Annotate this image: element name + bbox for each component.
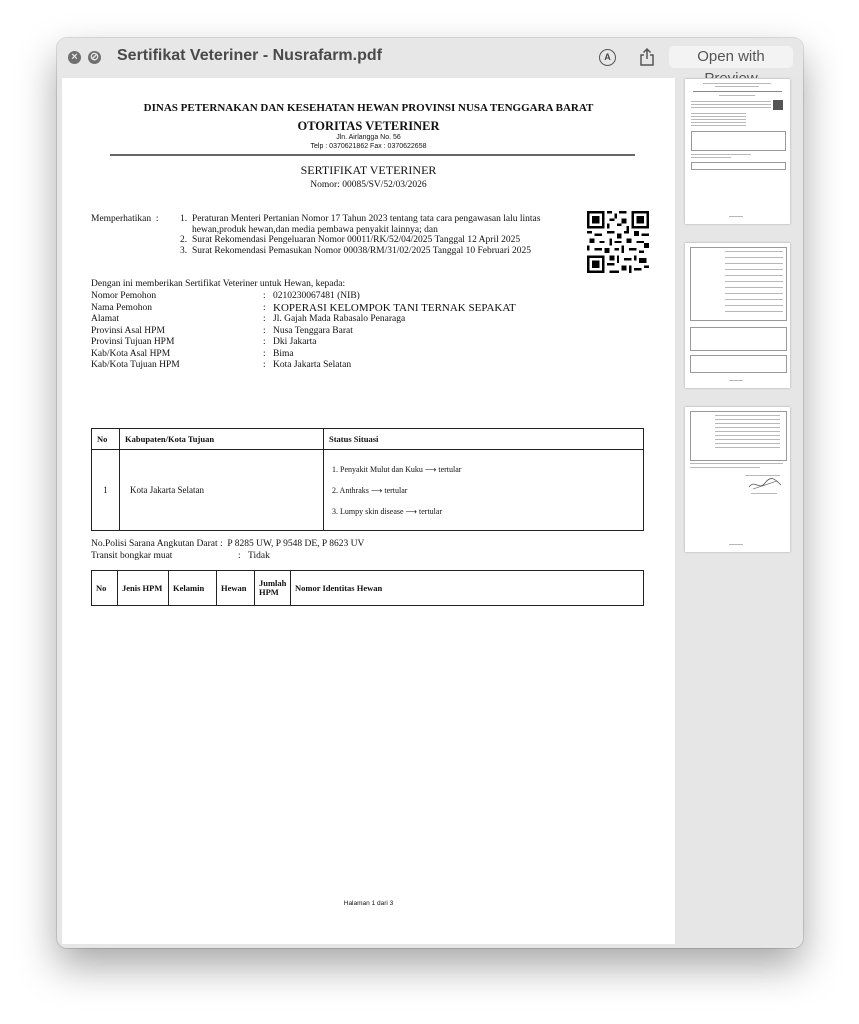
table-cell: 1 (92, 450, 120, 531)
destination-status-table (91, 428, 644, 531)
list-item: 2. Surat Rekomendasi Pengeluaran Nomor 00011/RK/52/04/2025 Tanggal 12 April 2025 (180, 235, 521, 245)
table-header: Hewan (217, 571, 255, 606)
page-footer: Halaman 1 dari 3 (343, 900, 394, 907)
status-cell (324, 450, 644, 531)
certificate-title: SERTIFIKAT VETERINER (300, 163, 437, 177)
table-header: Nomor Identitas Hewan (291, 571, 644, 606)
minimize-icon[interactable]: ⊘ (89, 51, 100, 63)
signature-icon (747, 477, 783, 491)
header-address: Jln. Airlangga No. 56 (336, 134, 401, 141)
table-header: Jenis HPM (118, 571, 169, 606)
table-header: No (92, 571, 118, 606)
status-item: 3. Lumpy skin disease ⟶ tertular (332, 506, 443, 516)
intro-text: Dengan ini memberikan Sertifikat Veteriner untuk Hewan, kepada: (91, 279, 346, 289)
pdf-page: DINAS PETERNAKAN DAN KESEHATAN HEWAN PROVINSI NUSA TENGGARA BARAT OTORITAS VETERINER Jln. Airlangga No. 56 Telp : 0370621862 Fax : 0370622658 SERTIFIKAT VETERINER Nomor: 00085/SV/52/03/2026 Memperhatikan : 1. Peraturan Menteri Pertanian Nomor 17 Tahun 2023 tentang tata cara pengawasan lalu lintas hewan,produk hewan,dan media pembawa penyakit lainnya; dan 2. Surat Rekomendasi Pengeluaran Nomor 00011/RK/52/04/2025 Tanggal 12 April 2025 3. Surat Rekomendasi Pemasukan Nomor 00038/RM/31/02/2025 Tanggal 10 Februari 2025 Dengan ini memberikan Sertifikat Veteriner untuk Hewan, kepada: Nomor Pemohon : 0210230067481 (NIB) Nama Pemohon : KOPERASI KELOMPOK TANI TERNAK SEPAKAT Alamat : Jl. Gajah Mada Rabasalo Penaraga Provinsi Asal HPM : Nusa Tenggara Barat Provinsi Tujuan HPM : Dki Jakarta Kab/Kota Asal HPM : Bima Kab/Kota Tujuan HPM : Kota Jakarta Selatan No Kabupaten/Kota Tujuan Status Situasi 1 Kota Jakarta Selatan 1. Penyakit Mulut dan Kuku ⟶ tertular 2. Anthraks ⟶ tertular 3. Lumpy skin disease ⟶ tertular No.Polisi Sarana Angkutan Darat : P 8285 UW, P 9548 DE, P 8623 UV Transit bongkar muat : Tidak No Jenis HPM Kelamin Hewan Jumlah HPM Nomor Identitas Hewan Halaman 1 dari 3 (62, 78, 675, 944)
table-header: No (92, 429, 120, 450)
header-agency: DINAS PETERNAKAN DAN KESEHATAN HEWAN PROVINSI NUSA TENGGARA BARAT (143, 102, 594, 114)
transit-row: Transit bongkar muat : Tidak (91, 551, 270, 561)
share-icon[interactable] (639, 47, 655, 67)
memperhatikan-list (180, 214, 584, 256)
table-header: Kabupaten/Kota Tujuan (120, 429, 324, 450)
markup-icon[interactable]: A (599, 49, 616, 66)
page-thumbnail-1[interactable] (685, 79, 790, 224)
table-header: Kelamin (169, 571, 217, 606)
table-header: Jumlah HPM (255, 571, 291, 606)
memperhatikan-label: Memperhatikan : (91, 214, 159, 224)
preview-window (57, 38, 803, 948)
qr-code (587, 211, 649, 273)
table-cell: Kota Jakarta Selatan (120, 450, 324, 531)
page-thumbnail-2[interactable] (685, 243, 790, 388)
window-title: Sertifikat Veteriner - Nusrafarm.pdf (117, 47, 382, 64)
open-with-preview-button[interactable]: Open with (669, 46, 793, 68)
table-row (92, 450, 644, 531)
close-icon[interactable]: × (68, 51, 81, 64)
header-phone: Telp : 0370621862 Fax : 0370622658 (310, 143, 427, 150)
list-item: 3. Surat Rekomendasi Pemasukan Nomor 00038/RM/31/02/2025 Tanggal 10 Februari 2025 (180, 245, 532, 256)
header-divider (110, 154, 635, 156)
animal-table (91, 570, 644, 606)
status-item: 1. Penyakit Mulut dan Kuku ⟶ tertular (332, 464, 462, 474)
list-item: 1. Peraturan Menteri Pertanian Nomor 17 Tahun 2023 tentang tata cara pengawasan lalu lintas hewan,produk hewan,dan media pembawa penyakit lainnya; dan (180, 214, 541, 235)
status-item: 2. Anthraks ⟶ tertular (332, 485, 408, 495)
page-thumbnail-3[interactable] (685, 407, 790, 552)
thumbnail-sidebar (680, 78, 803, 948)
table-header: Status Situasi (324, 429, 644, 450)
title-bar (57, 38, 803, 76)
header-authority: OTORITAS VETERINER (297, 119, 440, 133)
vehicle-plates: No.Polisi Sarana Angkutan Darat : P 8285 UW, P 9548 DE, P 8623 UV (91, 539, 365, 549)
certificate-number: Nomor: 00085/SV/52/03/2026 (310, 180, 427, 190)
